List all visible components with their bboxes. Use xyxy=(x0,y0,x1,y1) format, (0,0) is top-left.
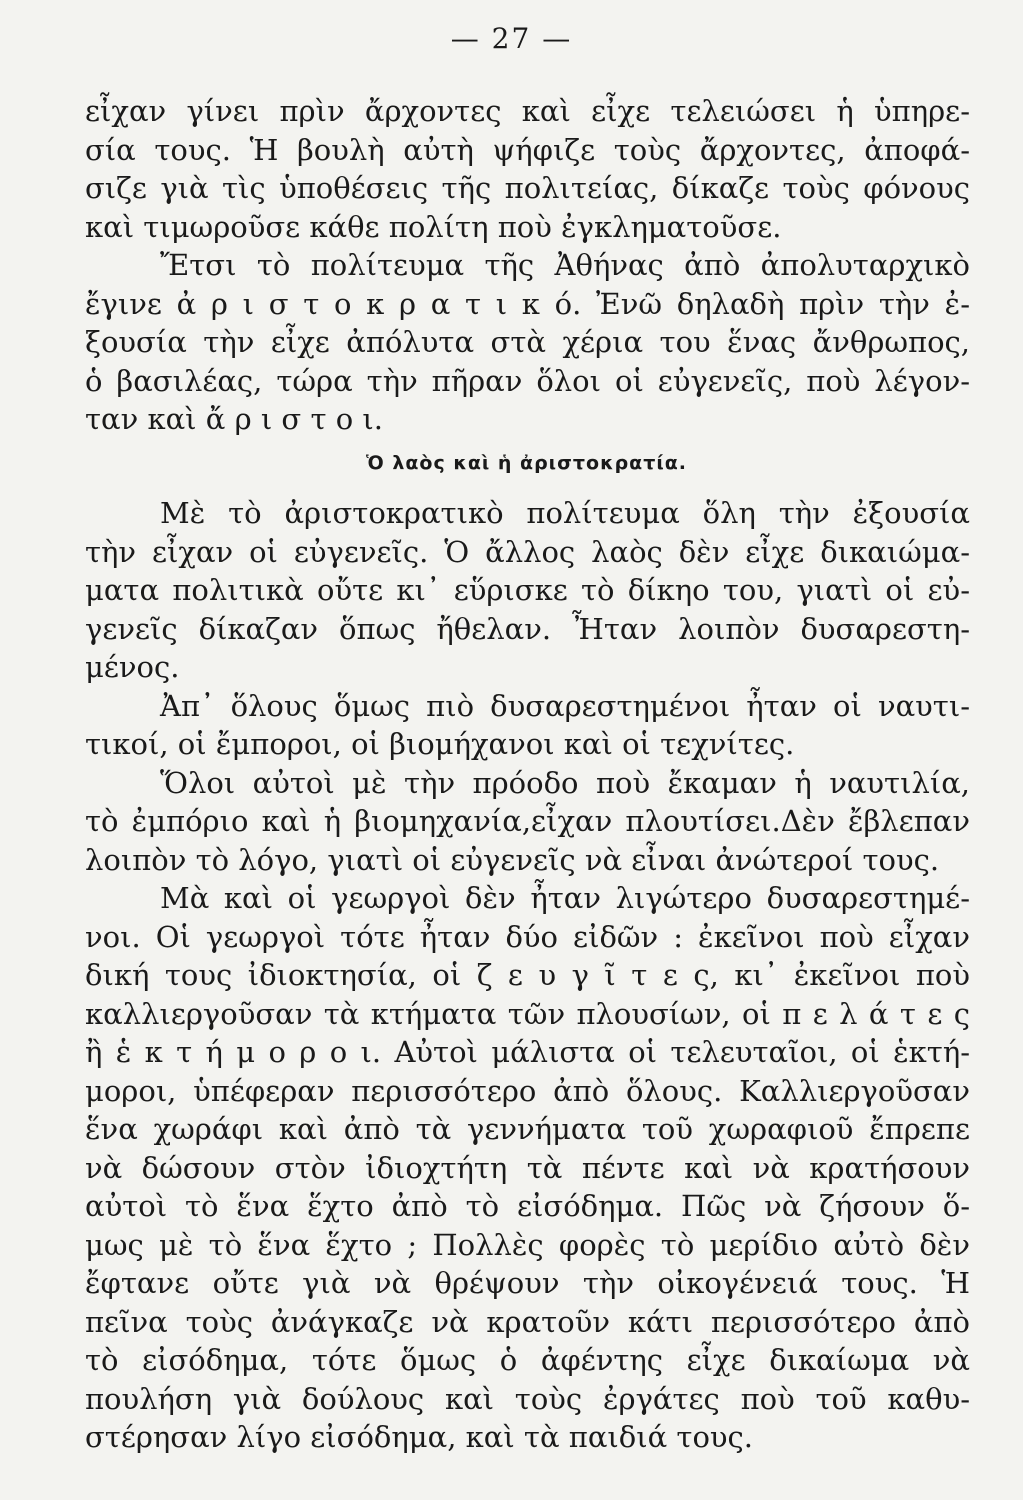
text-line: ἔγινε ἀ ρ ι σ τ ο κ ρ α τ ι κ ό. Ἐνῶ δηλαδὴ πρὶν τὴν ἐ- xyxy=(85,286,970,321)
text-line: εἶχαν γίνει πρὶν ἄρχοντες καὶ εἶχε τελειώσει ἡ ὑπηρε- xyxy=(85,94,970,128)
page-number: — 27 — xyxy=(450,22,573,55)
text-line: νοι. Οἱ γεωργοὶ τότε ἦταν δύο εἰδῶν : ἐκεῖνοι ποὺ εἶχαν xyxy=(85,919,970,954)
text-line: λοιπὸν τὸ λόγο, γιατὶ οἱ εὐγενεῖς νὰ εἶναι ἀνώτεροί τους. xyxy=(85,842,940,877)
text-line: μένος. xyxy=(85,650,180,684)
text-line: σία τους. Ἡ βουλὴ αὐτὴ ψήφιζε τοὺς ἄρχοντες, ἀποφά- xyxy=(85,132,970,167)
section-heading: Ὁ λαὸς καὶ ἡ ἀριστοκρατία. xyxy=(365,452,688,474)
text-line: νὰ δώσουν στὸν ἰδιοχτήτη τὰ πέντε καὶ νὰ κρατήσουν xyxy=(85,1150,970,1185)
text-line: τὸ εἰσόδημα, τότε ὅμως ὁ ἀφέντης εἶχε δικαίωμα νὰ xyxy=(85,1343,970,1377)
text-line: στέρησαν λίγο εἰσόδημα, καὶ τὰ παιδιά τους. xyxy=(85,1420,754,1454)
text-line: αὐτοὶ τὸ ἕνα ἕχτο ἀπὸ τὸ εἰσόδημα. Πῶς νὰ ζήσουν ὅ- xyxy=(85,1189,970,1223)
text-line: καλλιεργοῦσαν τὰ κτήματα τῶν πλουσίων, οἱ π ε λ ά τ ε ς xyxy=(85,996,970,1031)
text-line: πουλήση γιὰ δούλους καὶ τοὺς ἐργάτες ποὺ τοῦ καθυ- xyxy=(85,1381,970,1416)
text-line: ματα πολιτικὰ οὔτε κι᾿ εὕρισκε τὸ δίκηο του, γιατὶ οἱ εὐ- xyxy=(85,573,970,607)
text-line: Μὰ καὶ οἱ γεωργοὶ δὲν ἦταν λιγώτερο δυσαρεστημέ- xyxy=(160,881,970,915)
text-line: τὸ ἐμπόριο καὶ ἡ βιομηχανία,εἶχαν πλουτίσει.Δὲν ἔβλεπαν xyxy=(85,804,970,838)
text-line: καὶ τιμωροῦσε κάθε πολίτη ποὺ ἐγκληματοῦσε. xyxy=(85,209,782,244)
text-line: ἕνα χωράφι καὶ ἀπὸ τὰ γεννήματα τοῦ χωραφιοῦ ἔπρεπε xyxy=(85,1112,970,1146)
text-line: ξουσία τὴν εἶχε ἀπόλυτα στὰ χέρια του ἕνας ἄνθρωπος, xyxy=(85,325,970,359)
text-line: Ἔτσι τὸ πολίτευμα τῆς Ἀθήνας ἀπὸ ἀπολυταρχικὸ xyxy=(160,248,970,282)
text-line: Ἀπ᾿ ὅλους ὅμως πιὸ δυσαρεστημένοι ἦταν οἱ ναυτι- xyxy=(160,688,970,723)
text-line: δική τους ἰδιοκτησία, οἱ ζ ε υ γ ῖ τ ε ς, κι᾿ ἐκεῖνοι ποὺ xyxy=(85,958,970,992)
text-line: μοροι, ὑπέφεραν περισσότερο ἀπὸ ὅλους. Καλλιεργοῦσαν xyxy=(85,1073,970,1108)
text-line: ἢ ἑ κ τ ή μ ο ρ ο ι. Αὐτοὶ μάλιστα οἱ τελευταῖοι, οἱ ἑκτή- xyxy=(85,1035,970,1069)
text-line: σιζε γιὰ τὶς ὑποθέσεις τῆς πολιτείας, δίκαζε τοὺς φόνους xyxy=(85,171,970,205)
text-line: τικοί, οἱ ἔμποροι, οἱ βιομήχανοι καὶ οἱ τεχνίτες. xyxy=(85,727,795,761)
text-line: μως μὲ τὸ ἕνα ἕχτο ; Πολλὲς φορὲς τὸ μερίδιο αὐτὸ δὲν xyxy=(85,1227,970,1262)
text-line: ἔφτανε οὔτε γιὰ νὰ θρέψουν τὴν οἰκογένειά τους. Ἡ xyxy=(85,1266,970,1300)
text-line: ταν καὶ ἄ ρ ι σ τ ο ι. xyxy=(85,402,383,436)
text-line: Μὲ τὸ ἀριστοκρατικὸ πολίτευμα ὅλη τὴν ἐξουσία xyxy=(160,496,970,530)
text-line: ὁ βασιλέας, τώρα τὴν πῆραν ὅλοι οἱ εὐγενεῖς, ποὺ λέγον- xyxy=(85,363,970,398)
text-line: Ὅλοι αὐτοὶ μὲ τὴν πρόοδο ποὺ ἔκαμαν ἡ ναυτιλία, xyxy=(160,765,970,800)
paragraph-block-1 xyxy=(85,92,970,439)
text-line: γενεῖς δίκαζαν ὅπως ἤθελαν. Ἦταν λοιπὸν δυσαρεστη- xyxy=(85,611,970,646)
paragraph-block-2 xyxy=(85,494,970,1457)
text-line: τὴν εἶχαν οἱ εὐγενεῖς. Ὁ ἄλλος λαὸς δὲν εἶχε δικαιώμα- xyxy=(85,534,970,569)
text-line: πεῖνα τοὺς ἀνάγκαζε νὰ κρατοῦν κάτι περισσότερο ἀπὸ xyxy=(85,1304,970,1339)
